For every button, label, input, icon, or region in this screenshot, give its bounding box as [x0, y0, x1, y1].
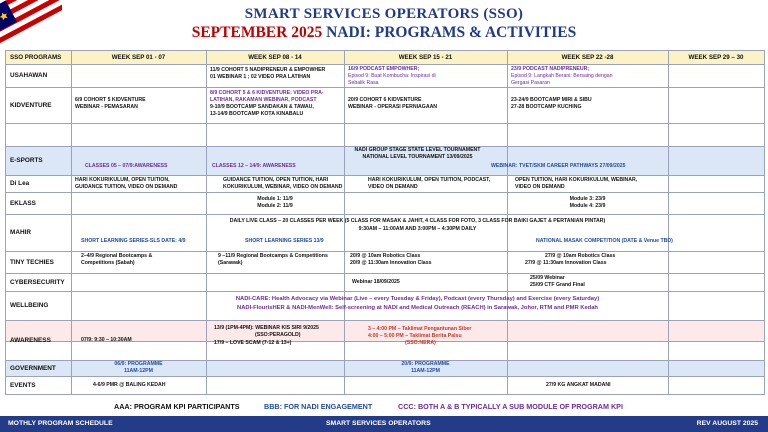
row-label-dilea: Di Lea — [10, 180, 30, 187]
wellbeing-nadi-care: NADI-CARE: Health Advocacy via Webinar (Live – every Tuesday & Friday), Podcast (every Thursday) and Exercise (every Saturday) — [235, 296, 600, 302]
dilea-week4-line2: VIDEO ON DEMAND — [515, 184, 565, 190]
kidventure-week3-line2: WEBINAR - OPERASI PERNIAGAAN — [348, 104, 438, 110]
row-label-events: EVENTS — [10, 381, 36, 389]
legend-bbb: BBB: FOR NADI ENGAGEMENT — [264, 402, 373, 411]
government-week3-line1: 20/9: PROGRAMME — [401, 361, 450, 367]
dilea-week3-line1: HARI KOKURIKULUM, OPEN TUITION, PODCAST, — [368, 177, 491, 183]
mahir-daily-hours: 9:30AM – 11:00AM AND 3:00PM – 4:30PM DAILY — [358, 226, 477, 232]
awareness-week3-line3: (SSO:NERA) — [405, 340, 436, 346]
tiny-week4-line2: 27/9 @ 11:30am Innovation Class — [525, 260, 607, 266]
eklass-module2: Module 2: 11/9 — [257, 203, 293, 209]
row-label-kidventure: KIDVENTURE — [10, 101, 52, 109]
mahir-sls-week2: SHORT LEARNING SERIES 13/9 — [245, 238, 324, 244]
footer-right: REV AUGUST 2025 — [696, 420, 758, 427]
government-week1-line1: 06/9: PROGRAMME — [114, 361, 163, 367]
col-header-week-3: WEEK SEP 15 - 21 — [398, 53, 453, 61]
kidventure-week1-line2: WEBINAR - PEMASARAN — [75, 104, 138, 110]
esports-classes-week2: CLASSES 12 – 14/9: AWARENESS — [212, 163, 296, 169]
tiny-week3-line2: 20/9 @ 11:30am Innovation Class — [350, 260, 432, 266]
esports-group-stage: NADI GROUP STAGE STATE LEVEL TOURNAMENT — [354, 147, 481, 153]
kidventure-week1-line1: 6/9 COHORT 5 KIDVENTURE — [75, 97, 146, 103]
dilea-week4-line1: OPEN TUITION, HARI KOKURIKULUM, WEBINAR, — [515, 177, 638, 183]
kidventure-week2-line3: 9-10/9 BOOTCAMP SANDAKAN & TAWAU, — [210, 103, 314, 110]
cyber-week3-webinar: Webinar 18/09/2025 — [352, 279, 400, 285]
usahawan-week4-line2: Episod 9: Langkah Berani: Bersaing dengan — [511, 73, 613, 79]
awareness-week3-line1: 3 – 4:00 PM – Taklimat Pengantunan Siber — [368, 326, 472, 332]
row-label-esports: E-SPORTS — [10, 157, 43, 164]
legend-aaa: AAA: PROGRAM KPI PARTICIPANTS — [114, 402, 240, 411]
row-label-usahawan: USAHAWAN — [10, 72, 48, 79]
dilea-week3-line2: VIDEO ON DEMAND — [368, 184, 418, 190]
tiny-week3-line1: 20/9 @ 10am Robotics Class — [350, 253, 421, 259]
footer-left: MOTHLY PROGRAM SCHEDULE — [8, 420, 113, 427]
dilea-week2-line2: KOKURIKULUM, WEBINAR, VIDEO ON DEMAND — [223, 184, 343, 190]
kidventure-week4-line2: 27-28 BOOTCAMP KUCHING — [511, 104, 582, 110]
events-week1: 4-6/9 PMR @ BALING KEDAH — [93, 382, 166, 388]
row-label-government: GOVERNMENT — [10, 364, 56, 372]
legend-ccc: CCC: BOTH A & B TYPICALLY A SUB MODULE OF PROGRAM KPI — [398, 402, 623, 411]
footer-bar — [0, 416, 768, 432]
government-week3-line2: 11AM-12PM — [411, 368, 440, 374]
usahawan-week4-line1: 23/9 PODCAST NADIPRENEUR; — [511, 66, 590, 72]
tiny-week2-line1: 9 –11/9 Regional Bootcamps & Competitions — [218, 253, 328, 259]
col-header-week-4: WEEK SEP 22 -28 — [561, 53, 614, 61]
mahir-daily-class: DAILY LIVE CLASS – 20 CLASSES PER WEEK (5 CLASS FOR MASAK & JAHIT, 4 CLASS FOR FOTO, 3 CLASS FOR BAIKI GAJET & PERTANIAN PINTAR) — [229, 218, 606, 224]
usahawan-week2-line2: 01 WEBINAR 1 ; 02 VIDEO PRA LATIHAN — [210, 74, 311, 80]
tiny-week4-line1: 27/9 @ 10am Robotics Class — [545, 253, 616, 259]
kidventure-week2-line2: LATIHAN, RAKAMAN WEBINAR, PODCAST — [210, 96, 317, 103]
kidventure-week3-line1: 20/9 COHORT 6 KIDVENTURE — [348, 97, 422, 103]
tiny-week1-line2: Competitions (Sabah) — [81, 260, 135, 266]
usahawan-week4-line3: Gergasi Pasaran — [511, 79, 550, 86]
dilea-week1-line1: HARI KOKURIKULUM, OPEN TUITION, — [75, 177, 170, 183]
usahawan-week2-line1: 11/9 COHORT 5 NADIPRENEUR & EMPOWHER — [210, 67, 326, 73]
schedule-table — [5, 50, 765, 395]
col-header-week-2: WEEK SEP 08 - 14 — [248, 53, 302, 61]
awareness-week2-line2: (SSO:PERAGOLD) — [255, 332, 301, 338]
dilea-week2-line1: GUIDANCE TUITION, OPEN TUITION, HARI — [223, 177, 329, 183]
row-label-cybersecurity: CYBERSECURITY — [10, 278, 65, 286]
events-week4: 27/9 KG ANGKAT MADANI — [546, 382, 611, 388]
government-week1-line2: 11AM-12PM — [124, 368, 153, 374]
row-label-mahir: MAHIR — [10, 229, 31, 236]
col-header-programs: SSO PROGRAMS — [10, 53, 62, 61]
esports-classes-week1: CLASSES 05 – 07/9:AWARENESS — [85, 163, 168, 169]
subtitle-program: NADI: PROGRAMS & ACTIVITIES — [326, 24, 577, 41]
kidventure-week2-line4: 13-14/9 BOOTCAMP KOTA KINABALU — [210, 110, 304, 117]
row-label-eklass: EKLASS — [10, 199, 36, 207]
mahir-masak-competition: NATIONAL MASAK COMPETITION (DATE & Venue TBD) — [536, 238, 673, 244]
esports-webinar: WEBINAR: TVET/SKM CAREER PATHWAYS 27/09/2025 — [491, 163, 626, 169]
page-subtitle — [0, 24, 768, 42]
eklass-module1: Module 1: 11/9 — [257, 196, 293, 202]
page-title: SMART SERVICES OPERATORS (SSO) — [244, 6, 524, 22]
cyber-week4-ctf: 25/09 CTF Grand Final — [530, 282, 585, 288]
usahawan-week3-line1: 16/9 PODCAST EMPOWHER; — [348, 66, 420, 72]
awareness-week3-line2: 4:00 – 5:00 PM – Taklimat Berita Palsu — [368, 333, 462, 339]
wellbeing-flourisher-menwell: NADI-FlourisHER & NADI-MenWell: Self-screening at NADI and Medical Outreach (REACH) in Sarawak, Johor, RTM and PMR Kedah — [237, 305, 598, 311]
awareness-week2-line3: 17/9 – LOVE SCAM (7-12 & 13+) — [214, 340, 292, 346]
col-header-week-5: WEEK SEP 29 – 30 — [688, 53, 744, 61]
usahawan-week3-line3: Sebalik Rasa — [348, 79, 379, 86]
esports-national-tournament: NATIONAL LEVEL TOURNAMENT 13/09/2025 — [362, 153, 473, 160]
mahir-sls-week1: SHORT LEARNING SERIES-SLS DATE: 4/9 — [81, 238, 186, 244]
dilea-week1-line2: GUIDANCE TUITION, VIDEO ON DEMAND — [75, 184, 178, 190]
tiny-week1-line1: 2–4/9 Regional Bootcamps & — [81, 253, 153, 259]
subtitle-month: SEPTEMBER 2025 — [191, 24, 323, 41]
kidventure-week4-line1: 23-24/9 BOOTCAMP MIRI & SIBU — [511, 97, 592, 103]
kidventure-week2-line1: 8/9 COHORT 5 & 6 KIDVENTURE: VIDEO PRA- — [210, 90, 324, 96]
row-label-awareness: AWARENESS — [10, 336, 51, 344]
row-label-wellbeing: WELLBEING — [10, 302, 49, 309]
awareness-week1: 07/9: 9:30 – 10:30AM — [81, 337, 132, 343]
col-header-week-1: WEEK SEP 01 - 07 — [111, 53, 166, 61]
eklass-module4: Module 4: 23/9 — [569, 203, 606, 209]
footer-center: SMART SERVICES OPERATORS — [326, 420, 431, 427]
awareness-week2-line1: 13/9 (1PM-4PM): WEBINAR KIS SIRI 9/2025 — [214, 325, 319, 331]
cyber-week4-webinar: 25/09 Webinar — [530, 275, 565, 281]
row-label-tiny-techies: TINY TECHIES — [10, 258, 54, 266]
tiny-week2-line2: (Sarawak) — [218, 260, 243, 266]
eklass-module3: Module 3: 23/9 — [569, 196, 606, 202]
usahawan-week3-line2: Episod 9: Buat Kombucha: Inspirasi di — [348, 73, 436, 79]
